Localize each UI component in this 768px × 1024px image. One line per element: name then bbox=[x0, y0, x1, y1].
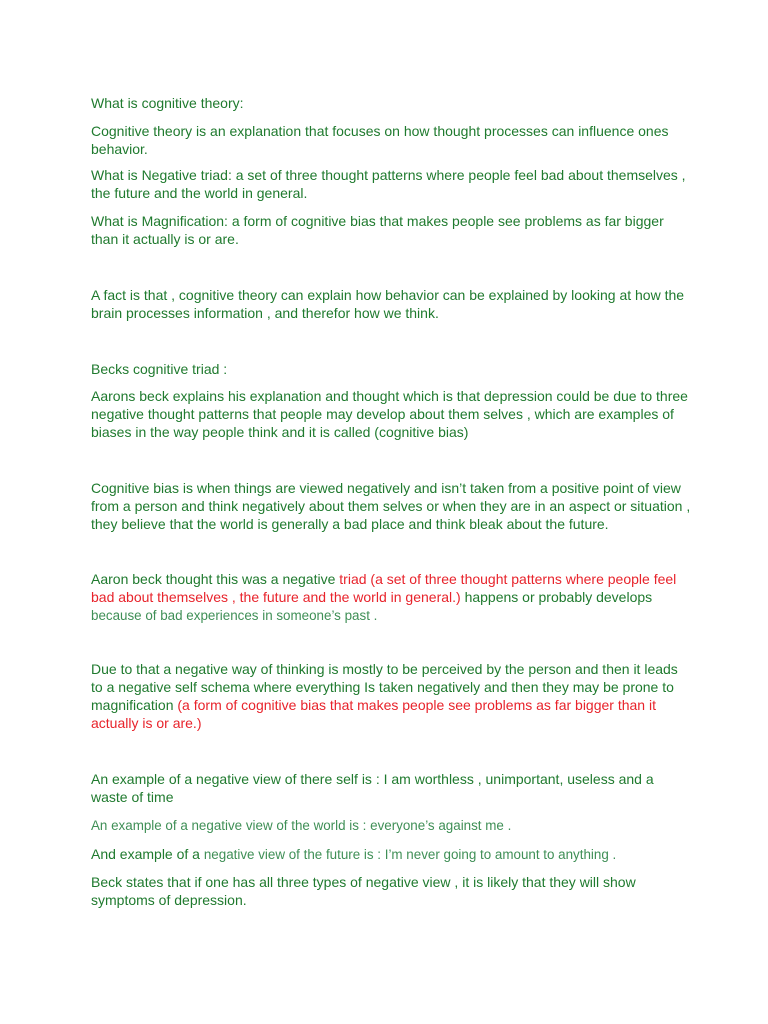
highlighted-text-segment: triad (a set of three thought patterns where people feel bad about themselves , the future and the world in general.) bbox=[91, 571, 677, 605]
text-segment: happens or probably develops bbox=[460, 589, 653, 605]
paragraph-cognitive-bias bbox=[91, 479, 691, 533]
highlighted-text-segment: (a form of cognitive bias that makes people see problems as far bigger than it actually is or are.) bbox=[91, 697, 656, 731]
text-segment: Aaron beck thought this was a negative bbox=[91, 571, 340, 587]
text-segment: because of bad experiences in someone’s past . bbox=[91, 608, 378, 623]
paragraph-aaron-beck-triad bbox=[91, 570, 691, 625]
paragraph-cognitive-bias-text: Cognitive bias is when things are viewed negatively and isn’t taken from a positive point of view from a person and think negatively about them selves or when they are in an aspect or situation , they believe that the world is generally a bad place and think bleak about the future. bbox=[91, 480, 691, 532]
paragraph-example-self: An example of a negative view of there self is : I am worthless , unimportant, useless and a waste of time bbox=[91, 771, 654, 805]
paragraph-fact: A fact is that , cognitive theory can explain how behavior can be explained by looking at how the brain processes information , and therefor how we think. bbox=[91, 287, 685, 321]
paragraph-beck-conclusion: Beck states that if one has all three types of negative view , it is likely that they will show symptoms of depression. bbox=[91, 874, 636, 908]
text-segment: And example of a bbox=[91, 846, 204, 862]
paragraph-magnification-definition: What is Magnification: a form of cognitive bias that makes people see problems as far bigger than it actually is or are. bbox=[91, 213, 664, 247]
paragraph-example-future bbox=[91, 845, 691, 864]
paragraph-example-world: An example of a negative view of the world is : everyone’s against me . bbox=[91, 818, 512, 833]
text-segment: Due to that a negative way of thinking is mostly to be perceived by the person and then it leads to a negative self schema where everything Is taken negatively and then they may be prone to magnification bbox=[91, 661, 678, 713]
paragraph-cognitive-theory-definition: Cognitive theory is an explanation that focuses on how thought processes can influence ones behavior. bbox=[91, 123, 669, 157]
paragraph-negative-triad-definition: What is Negative triad: a set of three thought patterns where people feel bad about themselves , the future and the world in general. bbox=[91, 167, 686, 201]
paragraph-negative-self-schema bbox=[91, 660, 691, 732]
heading-becks-cognitive-triad: Becks cognitive triad : bbox=[91, 361, 228, 377]
heading-cognitive-theory: What is cognitive theory: bbox=[91, 95, 244, 111]
text-segment: negative view of the future is : I’m never going to amount to anything . bbox=[203, 847, 617, 862]
paragraph-aarons-beck-explanation: Aarons beck explains his explanation and thought which is that depression could be due to three negative thought patterns that people may develop about them selves , which are examples of biases in the way people think and it is called (cognitive bias) bbox=[91, 388, 688, 440]
